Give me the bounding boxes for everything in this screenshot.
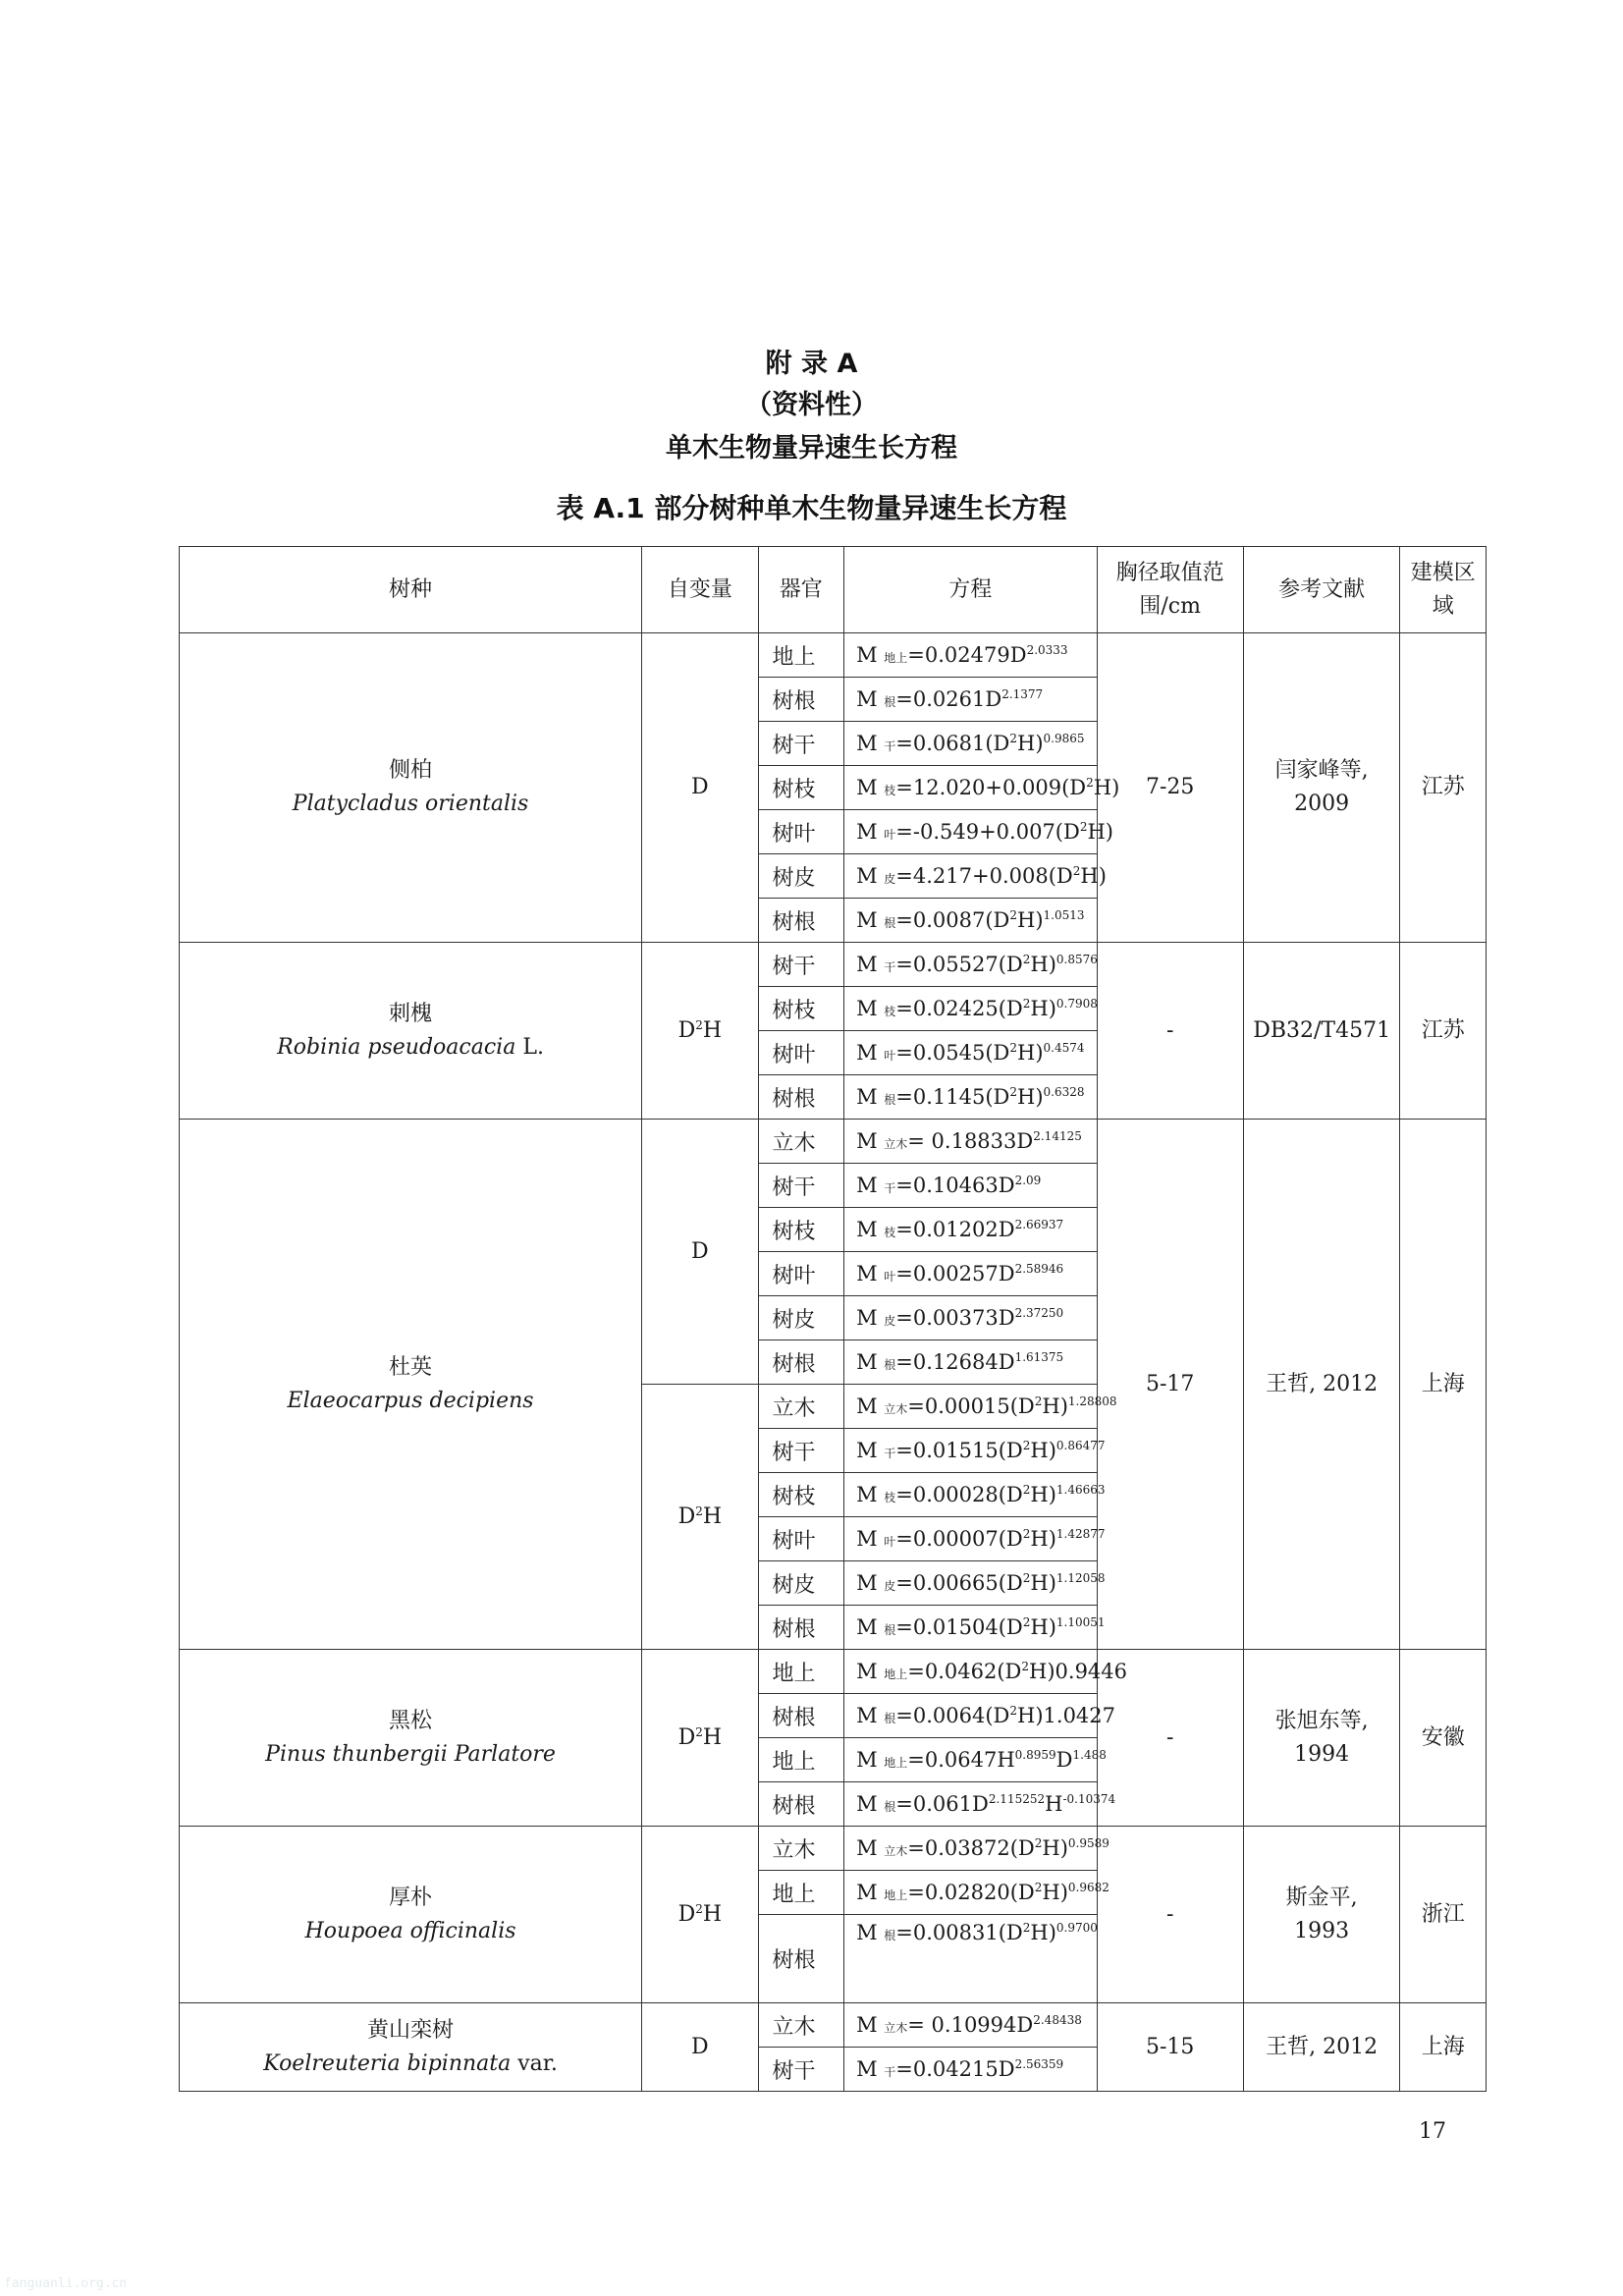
- species-latin-name: Pinus thunbergii Parlatore: [265, 1741, 556, 1767]
- organ-cell: 树枝: [758, 766, 844, 810]
- table-row: [180, 943, 1487, 987]
- organ-cell: 树干: [758, 1164, 844, 1208]
- variable-cell: D: [642, 1120, 758, 1385]
- table-caption: 表 A.1 部分树种单木生物量异速生长方程: [556, 492, 1067, 524]
- equation-cell: M 叶$=0.0545(D^2H)^{0.4574}$: [844, 1031, 1097, 1075]
- species-chinese-name: 刺槐: [389, 1001, 433, 1026]
- page-number: 17: [1419, 2119, 1446, 2144]
- reference-cell: [1243, 2003, 1400, 2092]
- organ-cell: 树干: [758, 2048, 844, 2092]
- region-cell: 上海: [1400, 1120, 1487, 1650]
- organ-cell: 树根: [758, 1340, 844, 1385]
- organ-cell: 树根: [758, 1782, 844, 1827]
- organ-cell: 树干: [758, 1429, 844, 1473]
- variable-cell: $D^2H$: [642, 1385, 758, 1650]
- header-dbh-range: 胸径取值范围/cm: [1097, 547, 1243, 633]
- organ-cell: 树皮: [758, 1296, 844, 1340]
- organ-cell: 树皮: [758, 1561, 844, 1606]
- equation-cell: M 根$=0.0064(D^2H)1.0427$: [844, 1694, 1097, 1738]
- equation-cell: M 干$=0.04215D^{2.56359}$: [844, 2048, 1097, 2092]
- equation-cell: M 根$=0.12684D^{1.61375}$: [844, 1340, 1097, 1385]
- dbh-range-cell: 5-15: [1097, 2003, 1243, 2092]
- organ-cell: 立木: [758, 1385, 844, 1429]
- header-reference: 参考文献: [1243, 547, 1400, 633]
- equation-cell: M 枝$=0.02425(D^2H)^{0.7908}$: [844, 987, 1097, 1031]
- equation-cell: M 根$=0.1145(D^2H)^{0.6328}$: [844, 1075, 1097, 1120]
- equation-cell: M 干$=0.05527(D^2H)^{0.8576}$: [844, 943, 1097, 987]
- organ-cell: 树叶: [758, 1517, 844, 1561]
- organ-cell: 立木: [758, 1120, 844, 1164]
- annex-nature: （资料性）: [745, 390, 878, 420]
- organ-cell: 树枝: [758, 1208, 844, 1252]
- annex-title: 单木生物量异速生长方程: [666, 433, 957, 464]
- table-row: [180, 1650, 1487, 1694]
- header-equation: 方程: [844, 547, 1097, 633]
- organ-cell: 立木: [758, 2003, 844, 2048]
- header-organ: 器官: [758, 547, 844, 633]
- organ-cell: 地上: [758, 1871, 844, 1915]
- header-region: 建模区域: [1400, 547, 1487, 633]
- organ-cell: 立木: [758, 1827, 844, 1871]
- equation-cell: M 根$=0.0087(D^2H)^{1.0513}$: [844, 899, 1097, 943]
- organ-cell: 树根: [758, 1606, 844, 1650]
- organ-cell: 地上: [758, 1738, 844, 1782]
- organ-cell: 树皮: [758, 854, 844, 899]
- table-row: [180, 2003, 1487, 2048]
- reference-year: 1993: [1294, 1918, 1350, 1943]
- species-chinese-name: 黄山栾树: [367, 2017, 455, 2043]
- reference-year: 2009: [1294, 792, 1350, 816]
- table-row: [180, 1827, 1487, 1871]
- reference-text: 闫家峰等,: [1274, 758, 1369, 783]
- equation-cell: M 皮$=0.00665(D^2H)^{1.12058}$: [844, 1561, 1097, 1606]
- reference-text: DB32/T4571: [1253, 1017, 1391, 1043]
- organ-cell: 树枝: [758, 1473, 844, 1517]
- variable-cell: $D^2H$: [642, 943, 758, 1120]
- equation-cell: M 地上$=0.0462(D^2H)0.9446$: [844, 1650, 1097, 1694]
- equation-cell: M 根$=0.0261D^{2.1377}$: [844, 678, 1097, 722]
- organ-cell: 树叶: [758, 1031, 844, 1075]
- species-cell: [180, 1650, 642, 1827]
- species-cell: [180, 943, 642, 1120]
- region-cell: 江苏: [1400, 633, 1487, 943]
- dbh-range-cell: 5-17: [1097, 1120, 1243, 1650]
- table-row: [180, 1120, 1487, 1164]
- species-latin-name: Robinia pseudoacacia L.: [277, 1034, 544, 1060]
- dbh-range-cell: -: [1097, 1650, 1243, 1827]
- organ-cell: 树根: [758, 678, 844, 722]
- species-chinese-name: 杜英: [389, 1354, 433, 1380]
- organ-cell: 树根: [758, 1075, 844, 1120]
- equation-cell: M 地上$=0.02479D^{2.0333}$: [844, 633, 1097, 678]
- reference-year: 1994: [1294, 1741, 1350, 1767]
- equation-cell: M 地上$=0.02820(D^2H)^{0.9682}$: [844, 1871, 1097, 1915]
- organ-cell: 地上: [758, 1650, 844, 1694]
- species-latin-name: Houpoea officinalis: [304, 1918, 516, 1943]
- header-species: 树种: [180, 547, 642, 633]
- equation-cell: M 叶$=0.00007(D^2H)^{1.42877}$: [844, 1517, 1097, 1561]
- equation-cell: M 根$=0.01504(D^2H)^{1.10051}$: [844, 1606, 1097, 1650]
- equation-cell: M 皮$=4.217+0.008(D^2H)$: [844, 854, 1097, 899]
- organ-cell: 树叶: [758, 1252, 844, 1296]
- organ-cell: 树干: [758, 943, 844, 987]
- table-row: [180, 633, 1487, 678]
- equation-cell: M 根$=0.061D^{2.115252}H^{-0.10374}$: [844, 1782, 1097, 1827]
- equation-cell: M 立木$=0.00015(D^2H)^{1.28808}$: [844, 1385, 1097, 1429]
- watermark: fanguanli.org.cn: [4, 2276, 128, 2291]
- equation-cell: M 枝$=0.01202D^{2.66937}$: [844, 1208, 1097, 1252]
- dbh-range-cell: 7-25: [1097, 633, 1243, 943]
- reference-cell: [1243, 1827, 1400, 2003]
- reference-cell: [1243, 1650, 1400, 1827]
- equation-cell: M 干$=0.0681(D^2H)^{0.9865}$: [844, 722, 1097, 766]
- equation-cell: M 干$=0.10463D^{2.09}$: [844, 1164, 1097, 1208]
- region-cell: 安徽: [1400, 1650, 1487, 1827]
- reference-text: 王哲, 2012: [1266, 1371, 1379, 1396]
- reference-cell: [1243, 633, 1400, 943]
- reference-cell: [1243, 943, 1400, 1120]
- equation-cell: M 叶$=0.00257D^{2.58946}$: [844, 1252, 1097, 1296]
- equation-cell: M 立木= $0.18833D^{2.14125}$: [844, 1120, 1097, 1164]
- organ-cell: 树枝: [758, 987, 844, 1031]
- reference-text: 斯金平,: [1285, 1885, 1358, 1910]
- region-cell: 浙江: [1400, 1827, 1487, 2003]
- region-cell: 江苏: [1400, 943, 1487, 1120]
- organ-cell: 树根: [758, 1694, 844, 1738]
- biomass-equation-table: [179, 546, 1487, 2092]
- equation-cell: M 立木$=0.03872(D^2H)^{0.9589}$: [844, 1827, 1097, 1871]
- reference-text: 王哲, 2012: [1266, 2034, 1379, 2059]
- annex-label: 附 录 A: [765, 349, 858, 379]
- species-cell: [180, 2003, 642, 2092]
- organ-cell: 树根: [758, 899, 844, 943]
- equation-cell: M 根$=0.00831(D^2H)^{0.9700}$: [844, 1915, 1097, 2003]
- species-latin-name: Platycladus orientalis: [292, 792, 529, 816]
- variable-cell: $D^2H$: [642, 1650, 758, 1827]
- region-cell: 上海: [1400, 2003, 1487, 2092]
- species-chinese-name: 黑松: [389, 1708, 433, 1733]
- dbh-range-cell: -: [1097, 943, 1243, 1120]
- equation-cell: M 叶$=-0.549+0.007(D^2H)$: [844, 810, 1097, 854]
- species-cell: [180, 633, 642, 943]
- species-latin-name: Koelreuteria bipinnata var.: [263, 2050, 558, 2076]
- species-chinese-name: 厚朴: [389, 1885, 433, 1910]
- species-cell: [180, 1120, 642, 1650]
- equation-cell: M 枝$=0.00028(D^2H)^{1.46663}$: [844, 1473, 1097, 1517]
- organ-cell: 树根: [758, 1915, 844, 2003]
- species-cell: [180, 1827, 642, 2003]
- species-chinese-name: 侧柏: [389, 758, 433, 783]
- reference-text: 张旭东等,: [1274, 1708, 1369, 1733]
- organ-cell: 树叶: [758, 810, 844, 854]
- equation-cell: M 干$=0.01515(D^2H)^{0.86477}$: [844, 1429, 1097, 1473]
- equation-cell: M 立木= $0.10994D^{2.48438}$: [844, 2003, 1097, 2048]
- equation-cell: M 地上$=0.0647H^{0.8959}D^{1.488}$: [844, 1738, 1097, 1782]
- organ-cell: 树干: [758, 722, 844, 766]
- variable-cell: $D^2H$: [642, 1827, 758, 2003]
- organ-cell: 地上: [758, 633, 844, 678]
- variable-cell: D: [642, 2003, 758, 2092]
- equation-cell: M 枝$=12.020+0.009(D^2H)$: [844, 766, 1097, 810]
- dbh-range-cell: -: [1097, 1827, 1243, 2003]
- variable-cell: D: [642, 633, 758, 943]
- header-variable: 自变量: [642, 547, 758, 633]
- species-latin-name: Elaeocarpus decipiens: [287, 1388, 534, 1413]
- table-header-row: [180, 547, 1487, 633]
- reference-cell: [1243, 1120, 1400, 1650]
- equation-cell: M 皮$=0.00373D^{2.37250}$: [844, 1296, 1097, 1340]
